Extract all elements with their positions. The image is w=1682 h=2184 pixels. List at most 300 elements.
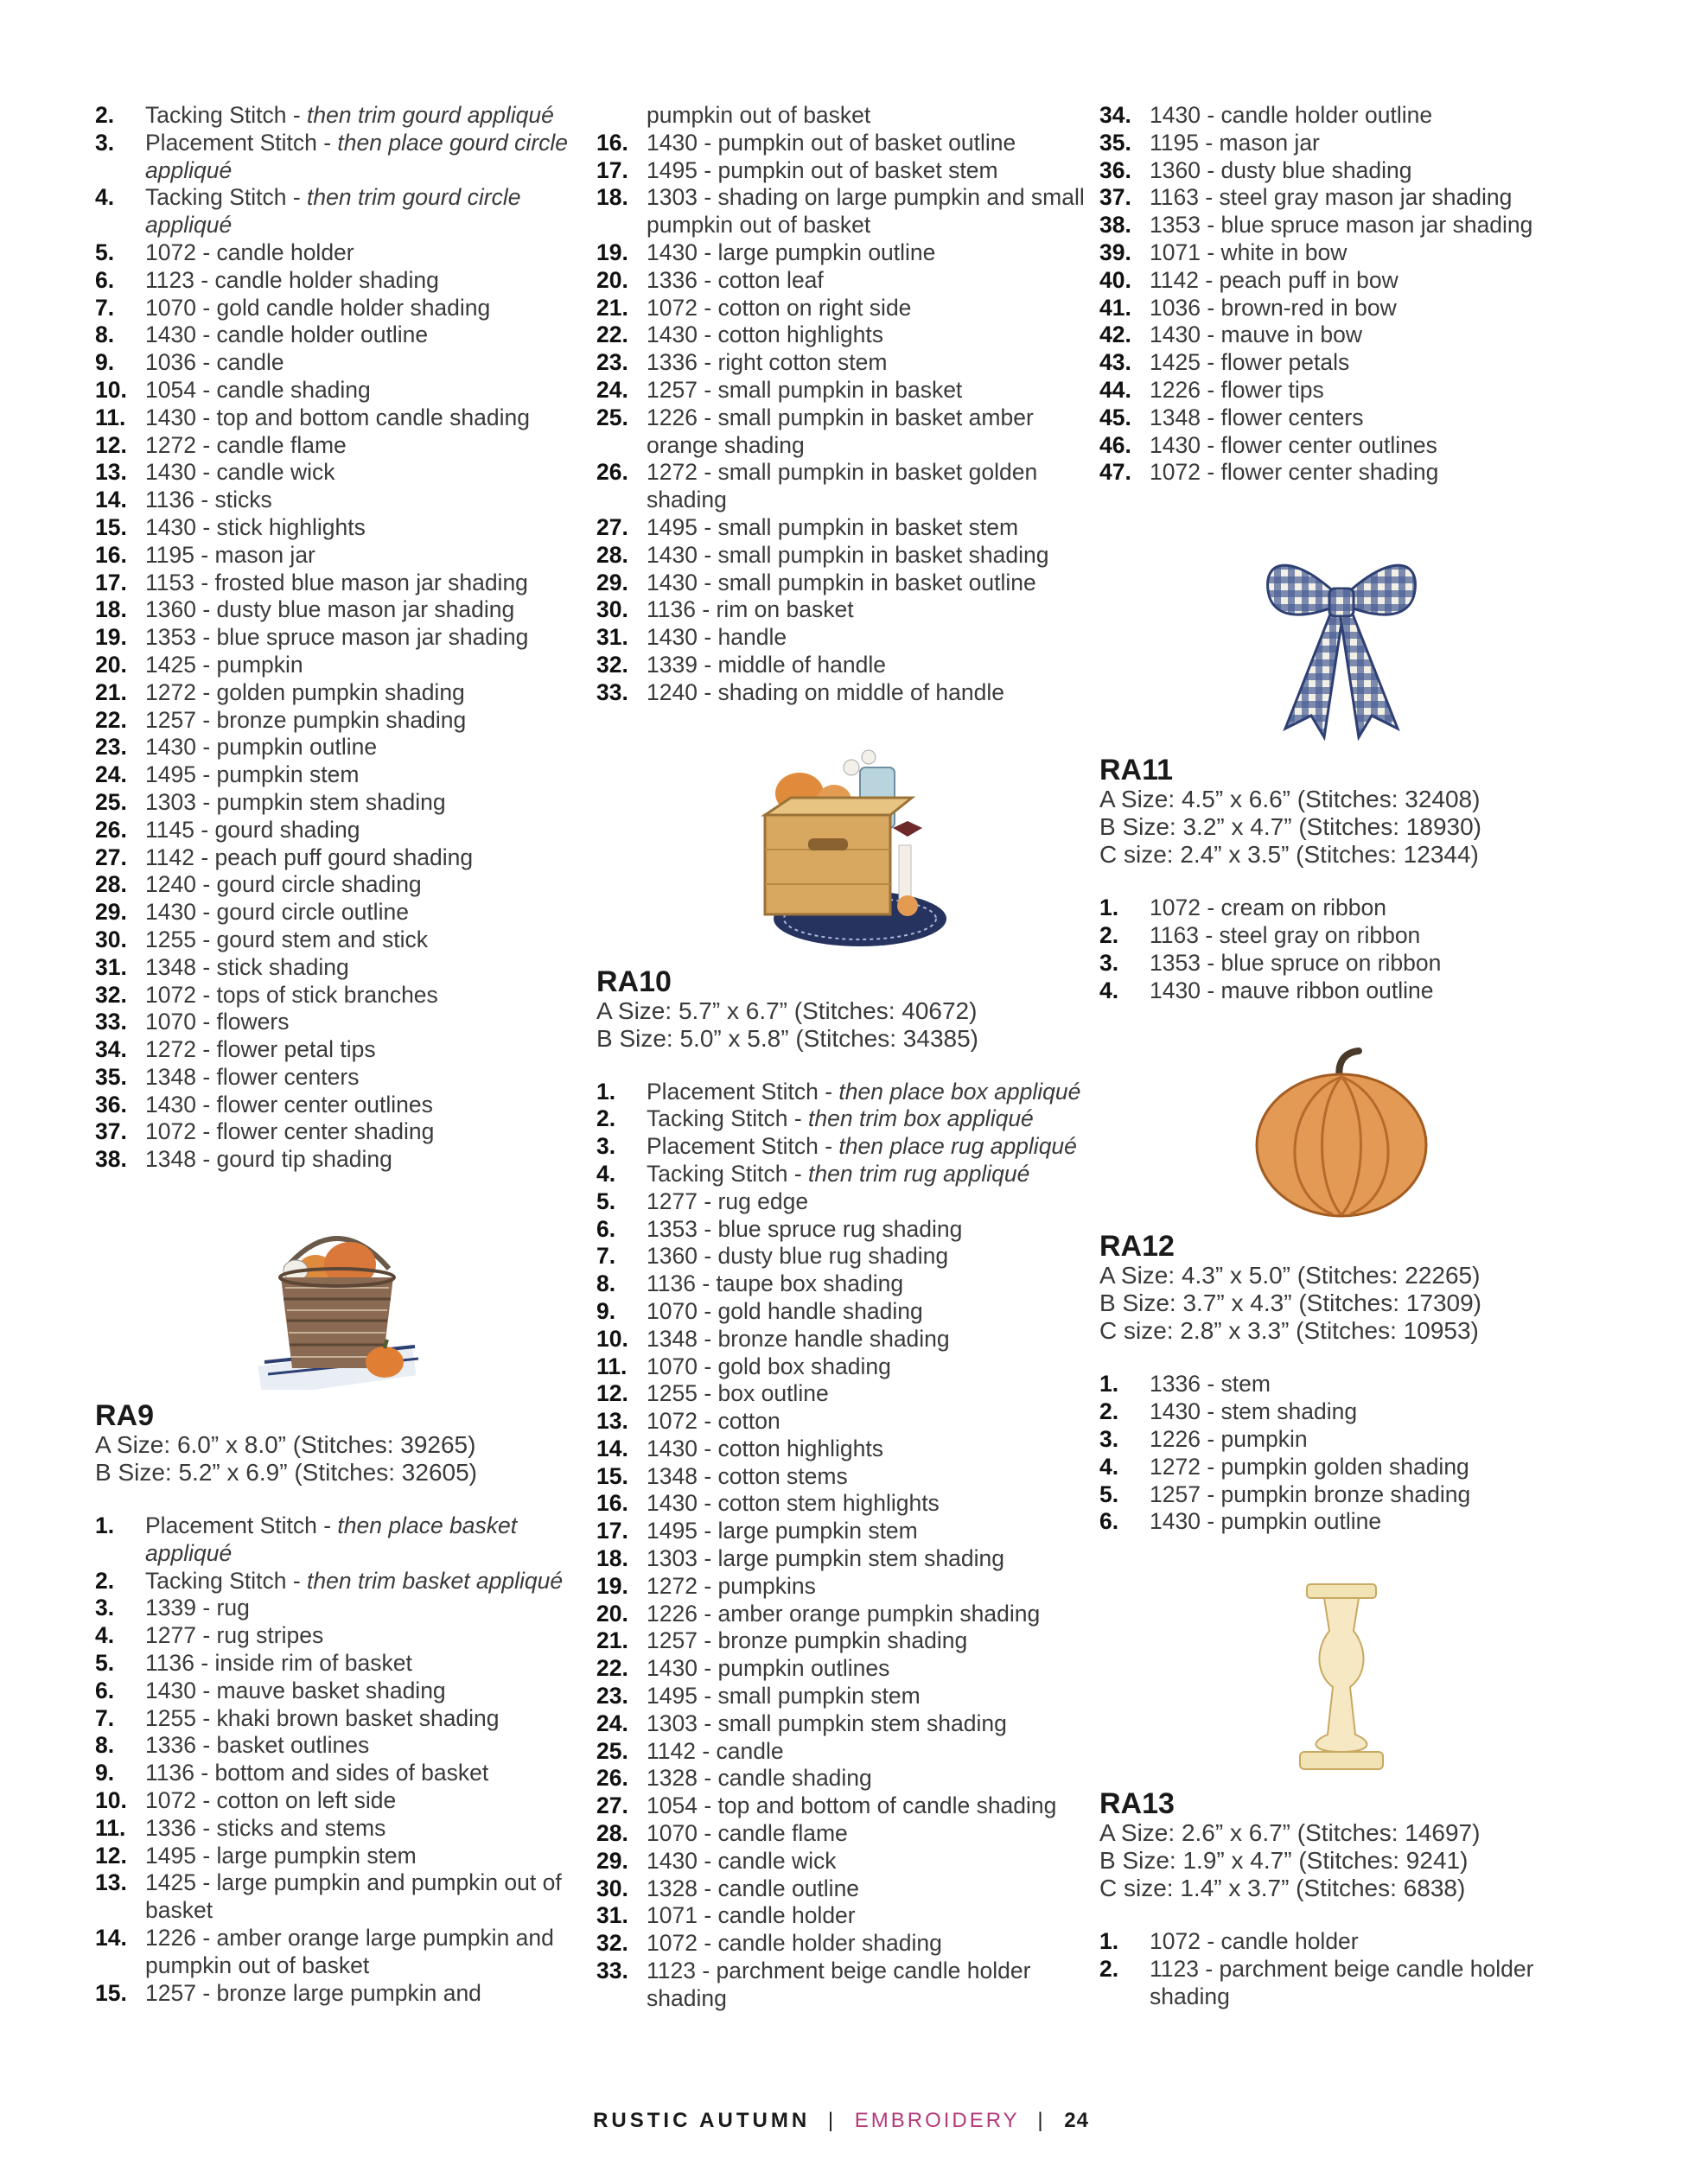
step-number: 29. (596, 569, 628, 595)
list-item (1099, 1454, 1583, 1481)
step-number: 15. (95, 1979, 127, 2006)
step-text: 1277 - rug stripes (145, 1622, 324, 1649)
step-number: 2. (95, 102, 115, 128)
step-text: 1339 - middle of handle (647, 651, 886, 678)
size-a: A Size: 5.7” x 6.7” (Stitches: 40672) (596, 996, 978, 1024)
step-text: Tacking Stitch - then trim box appliqué (647, 1105, 1034, 1132)
list-item (596, 1243, 1089, 1270)
step-text: 1072 - candle holder shading (647, 1930, 942, 1957)
step-text: 1072 - candle holder (145, 239, 354, 265)
list-item (95, 1869, 579, 1925)
step-text: 1255 - khaki brown basket shading (145, 1704, 500, 1731)
step-text: 1272 - flower petal tips (145, 1036, 376, 1063)
list-item (596, 130, 1089, 157)
step-text: 1336 - basket outlines (145, 1732, 370, 1759)
list-item (596, 1958, 1089, 2013)
step-text: 1360 - dusty blue shading (1150, 156, 1412, 183)
list-item (1099, 1956, 1583, 2011)
list-item (95, 1650, 579, 1678)
step-text: 1240 - gourd circle shading (145, 871, 422, 898)
step-number: 16. (95, 541, 127, 568)
design-title: RA12 (1099, 1230, 1175, 1264)
step-text: 1430 - pumpkin outlines (647, 1655, 890, 1682)
step-text: Placement Stitch - then place box appliqué (647, 1078, 1081, 1105)
step-number: 27. (95, 844, 127, 870)
list-item (1099, 977, 1583, 1005)
step-number: 31. (95, 953, 127, 980)
step-number: 28. (596, 541, 628, 568)
list-item (1099, 1508, 1583, 1536)
size-a: A Size: 6.0” x 8.0” (Stitches: 39265) (95, 1431, 476, 1459)
step-number: 23. (95, 734, 127, 761)
list-item (95, 707, 579, 735)
list-item (1099, 1371, 1583, 1398)
step-text: 1123 - parchment beige candle holder shading (1150, 1955, 1534, 2009)
step-number: 34. (1099, 102, 1131, 128)
step-number: 4. (1099, 977, 1119, 1003)
footer-separator: | (827, 2109, 838, 2132)
list-item (95, 899, 579, 926)
list-item (95, 1980, 579, 2008)
step-text: 1255 - box outline (647, 1380, 829, 1407)
size-list (1099, 1262, 1583, 1345)
step-text: 1303 - pumpkin stem shading (145, 788, 446, 815)
step-text: 1430 - flower center outlines (1150, 431, 1437, 458)
list-item (596, 1270, 1089, 1298)
step-text: 1272 - golden pumpkin shading (145, 678, 465, 705)
step-number: 29. (95, 899, 127, 926)
list-item (95, 1009, 579, 1036)
step-number: 37. (95, 1118, 127, 1145)
step-number: 16. (596, 129, 628, 156)
list-item (95, 1787, 579, 1815)
step-text: 1348 - gourd tip shading (145, 1146, 392, 1173)
step-instruction: then place box appliqué (838, 1078, 1081, 1105)
step-instruction: then place rug appliqué (838, 1133, 1077, 1160)
step-text: 1430 - large pumpkin outline (647, 239, 936, 265)
step-text: 1072 - cotton on left side (145, 1787, 397, 1814)
ra10-section (596, 966, 1089, 2013)
step-text: Tacking Stitch - then trim rug appliqué (647, 1160, 1030, 1187)
list-item (596, 267, 1089, 295)
step-number: 12. (95, 431, 127, 458)
step-text: 1272 - pumpkins (647, 1572, 816, 1599)
step-number: 36. (95, 1091, 127, 1117)
step-number: 9. (95, 1760, 115, 1786)
step-text: 1070 - candle flame (647, 1820, 848, 1847)
step-number: 3. (95, 1595, 115, 1621)
list-item (1099, 157, 1583, 185)
list-item (596, 1079, 1089, 1106)
step-number: 38. (1099, 212, 1131, 239)
step-text: 1430 - stick highlights (145, 513, 366, 540)
step-text: 1430 - mauve in bow (1150, 322, 1363, 348)
size-a: A Size: 4.5” x 6.6” (Stitches: 32408) (1099, 786, 1481, 813)
list-item (596, 1188, 1089, 1216)
step-text: 1353 - blue spruce mason jar shading (1150, 212, 1533, 239)
step-text: 1430 - mauve ribbon outline (1150, 977, 1434, 1003)
step-text: 1036 - brown-red in bow (1150, 294, 1397, 321)
step-text: 1303 - large pumpkin stem shading (647, 1545, 1004, 1572)
list-item (1099, 239, 1583, 267)
step-text: 1430 - cotton highlights (647, 1435, 884, 1461)
design-title: RA9 (95, 1399, 155, 1433)
list-item (596, 459, 1089, 514)
step-number: 24. (596, 376, 628, 403)
step-text: 1303 - small pumpkin stem shading (647, 1710, 1007, 1736)
list-item (95, 1146, 579, 1174)
step-text: 1257 - pumpkin bronze shading (1150, 1480, 1471, 1507)
step-text: 1071 - candle holder (647, 1902, 856, 1929)
list-item (95, 514, 579, 542)
ra9-section (95, 1400, 579, 2007)
list-item (95, 1595, 579, 1622)
step-number: 12. (95, 1842, 127, 1869)
step-number: 25. (596, 404, 628, 430)
step-text: 1163 - steel gray mason jar shading (1150, 184, 1513, 211)
list-item (1099, 1928, 1583, 1956)
list-item (596, 570, 1089, 597)
step-instruction: then trim gourd circle appliqué (145, 184, 521, 239)
step-text: Placement Stitch - then place basket appliqué (145, 1512, 518, 1566)
step-text: 1145 - gourd shading (145, 816, 360, 843)
step-number: 7. (95, 1704, 115, 1731)
list-item (596, 349, 1089, 377)
step-number: 30. (596, 596, 628, 623)
size-c: C size: 2.8” x 3.3” (Stitches: 10953) (1099, 1317, 1479, 1345)
step-number: 45. (1099, 404, 1131, 430)
list-item (95, 789, 579, 817)
step-text: 1336 - stem (1150, 1371, 1271, 1398)
list-item (596, 1848, 1089, 1875)
step-number: 25. (596, 1737, 628, 1764)
list-item (596, 1133, 1089, 1161)
step-number: 36. (1099, 156, 1131, 183)
step-text: 1430 - candle holder outline (145, 322, 429, 348)
list-item (596, 1573, 1089, 1601)
step-text: 1226 - small pumpkin in basket amber orange shading (647, 404, 1034, 458)
list-item (1099, 267, 1583, 295)
step-number: 35. (1099, 129, 1131, 156)
list-item (95, 404, 579, 432)
step-number: 3. (1099, 1425, 1119, 1452)
step-number: 4. (1099, 1453, 1119, 1480)
step-text: 1495 - small pumpkin in basket stem (647, 513, 1019, 540)
list-item (95, 844, 579, 872)
step-number: 38. (95, 1146, 127, 1173)
step-instruction: then trim rug appliqué (808, 1160, 1030, 1187)
list-item (1099, 322, 1583, 349)
step-number: 2. (1099, 921, 1119, 948)
step-number: 13. (596, 1408, 628, 1435)
list-item (596, 102, 1089, 130)
step-number: 25. (95, 788, 127, 815)
step-number: 11. (95, 404, 126, 430)
step-text: Tacking Stitch - then trim basket appliqué (145, 1567, 564, 1594)
step-number: 20. (95, 651, 127, 678)
size-list (1099, 1819, 1583, 1902)
step-number: 2. (596, 1105, 616, 1132)
step-number: 1. (596, 1078, 616, 1105)
list-item (95, 1843, 579, 1870)
list-item (95, 1760, 579, 1787)
step-number: 1. (1099, 895, 1119, 921)
step-text: 1195 - mason jar (145, 541, 315, 568)
step-text: 1226 - amber orange large pumpkin and pumpkin out of basket (145, 1925, 554, 1978)
step-number: 14. (95, 487, 127, 513)
step-number: 21. (596, 1627, 628, 1654)
step-number: 2. (95, 1567, 115, 1594)
step-text: 1425 - flower petals (1150, 349, 1350, 376)
list-item (1099, 1398, 1583, 1426)
step-number: 3. (596, 1133, 616, 1160)
step-number: 34. (95, 1036, 127, 1063)
step-number: 31. (596, 624, 628, 651)
step-number: 19. (596, 1572, 628, 1599)
size-a: A Size: 2.6” x 6.7” (Stitches: 14697) (1099, 1819, 1481, 1847)
step-text: 1272 - candle flame (145, 431, 347, 458)
candlestick-illustration (1290, 1579, 1393, 1778)
list-item (596, 1710, 1089, 1738)
step-number: 43. (1099, 349, 1131, 376)
step-text: 1495 - pumpkin stem (145, 761, 360, 788)
list-item (596, 1738, 1089, 1766)
step-number: 30. (95, 926, 127, 952)
step-number: 6. (95, 266, 115, 293)
step-text: 1142 - peach puff in bow (1150, 266, 1398, 293)
step-number: 4. (95, 1622, 115, 1649)
step-number: 24. (596, 1710, 628, 1736)
size-b: B Size: 5.0” x 5.8” (Stitches: 34385) (596, 1024, 978, 1052)
step-text: 1257 - bronze pumpkin shading (145, 706, 467, 733)
size-c: C size: 2.4” x 3.5” (Stitches: 12344) (1099, 841, 1479, 869)
step-number: 2. (1099, 1398, 1119, 1425)
step-text: 1353 - blue spruce rug shading (647, 1215, 963, 1242)
list-item (596, 1655, 1089, 1683)
step-number: 26. (95, 816, 127, 843)
list-item (596, 1463, 1089, 1491)
list-item (596, 596, 1089, 624)
step-number: 8. (95, 1732, 115, 1759)
ra9-steps (95, 1512, 579, 2007)
step-text: 1430 - pumpkin outline (1150, 1508, 1382, 1535)
step-text: 1336 - cotton leaf (647, 266, 824, 293)
step-text: pumpkin out of basket (647, 102, 871, 128)
step-number: 32. (596, 651, 628, 678)
step-text: 1142 - candle (647, 1737, 784, 1764)
size-list (95, 1431, 579, 1487)
step-text: 1123 - parchment beige candle holder shading (647, 1958, 1031, 2011)
step-number: 23. (596, 349, 628, 376)
step-text: 1257 - small pumpkin in basket (647, 376, 963, 403)
step-number: 37. (1099, 184, 1131, 211)
list-item (596, 1683, 1089, 1710)
step-text: 1071 - white in bow (1150, 239, 1348, 265)
step-number: 2. (1099, 1955, 1119, 1982)
step-instruction: then place gourd circle appliqué (145, 129, 569, 183)
step-text: 1272 - pumpkin golden shading (1150, 1453, 1469, 1480)
step-text: 1142 - peach puff gourd shading (145, 844, 474, 870)
size-c: C size: 1.4” x 3.7” (Stitches: 6838) (1099, 1875, 1466, 1902)
step-text: 1226 - amber orange pumpkin shading (647, 1600, 1041, 1627)
list-item (596, 295, 1089, 322)
step-text: 1328 - candle outline (647, 1875, 860, 1901)
step-text: 1430 - small pumpkin in basket shading (647, 541, 1049, 568)
step-text: 1072 - cotton on right side (647, 294, 912, 321)
step-text: 1348 - stick shading (145, 953, 349, 980)
step-text: 1348 - bronze handle shading (647, 1325, 950, 1352)
ra10-steps (596, 1079, 1089, 2013)
step-number: 8. (596, 1270, 616, 1297)
step-text: 1070 - gold candle holder shading (145, 294, 491, 321)
list-item (95, 1732, 579, 1760)
list-item (596, 1380, 1089, 1408)
list-item (95, 570, 579, 597)
list-item (596, 1627, 1089, 1655)
list-item (596, 1353, 1089, 1381)
list-item (1099, 1481, 1583, 1509)
list-item (95, 102, 579, 130)
step-number: 9. (95, 349, 115, 376)
step-text: 1360 - dusty blue rug shading (647, 1243, 949, 1270)
step-number: 4. (596, 1160, 616, 1187)
step-text: Tacking Stitch - then trim gourd circle appliqué (145, 184, 521, 239)
step-number: 5. (1099, 1480, 1119, 1507)
step-number: 15. (95, 513, 127, 540)
step-number: 22. (95, 706, 127, 733)
step-text: 1336 - sticks and stems (145, 1814, 386, 1841)
step-number: 20. (596, 1600, 628, 1627)
list-item (596, 157, 1089, 185)
step-text: 1240 - shading on middle of handle (647, 678, 1004, 705)
step-text: 1430 - candle holder outline (1150, 102, 1433, 128)
step-number: 14. (95, 1925, 127, 1952)
size-b: B Size: 1.9” x 4.7” (Stitches: 9241) (1099, 1847, 1469, 1875)
step-number: 17. (596, 1518, 628, 1544)
list-item (596, 1518, 1089, 1545)
step-number: 5. (95, 1650, 115, 1677)
ra8-steps-continued (95, 102, 579, 1174)
list-item (596, 1326, 1089, 1353)
step-number: 42. (1099, 322, 1131, 348)
list-item (596, 679, 1089, 707)
step-text: 1348 - flower centers (145, 1063, 360, 1090)
step-text: Placement Stitch - then place rug appliqué (647, 1133, 1077, 1160)
step-text: 1348 - cotton stems (647, 1462, 848, 1489)
step-text: Placement Stitch - then place gourd circle appliqué (145, 129, 569, 183)
step-number: 26. (596, 459, 628, 486)
list-item (95, 1118, 579, 1146)
list-item (596, 542, 1089, 570)
step-number: 17. (95, 569, 127, 595)
list-item (596, 1408, 1089, 1436)
step-number: 33. (95, 1009, 127, 1035)
ra13-steps (1099, 1928, 1583, 2010)
list-item (95, 871, 579, 899)
step-text: 1425 - pumpkin (145, 651, 303, 678)
step-number: 35. (95, 1063, 127, 1090)
step-number: 13. (95, 459, 127, 486)
step-text: 1257 - bronze large pumpkin and (145, 1979, 481, 2006)
size-b: B Size: 3.2” x 4.7” (Stitches: 18930) (1099, 813, 1481, 841)
list-item (1099, 1426, 1583, 1454)
step-number: 1. (95, 1512, 115, 1539)
list-item (1099, 184, 1583, 212)
step-number: 15. (596, 1462, 628, 1489)
step-number: 19. (596, 239, 628, 265)
size-a: A Size: 4.3” x 5.0” (Stitches: 22265) (1099, 1262, 1481, 1289)
list-item (95, 322, 579, 349)
step-text: 1348 - flower centers (1150, 404, 1364, 430)
step-number: 18. (596, 184, 628, 211)
crate-with-pumpkins-illustration (730, 742, 955, 958)
list-item (95, 1815, 579, 1843)
step-number: 5. (596, 1188, 616, 1214)
step-number: 23. (596, 1683, 628, 1710)
list-item (596, 514, 1089, 542)
list-item (95, 295, 579, 322)
step-number: 30. (596, 1875, 628, 1901)
step-number: 16. (596, 1490, 628, 1517)
step-number: 6. (1099, 1508, 1119, 1535)
step-number: 3. (95, 129, 115, 156)
step-number: 3. (1099, 949, 1119, 976)
step-number: 9. (596, 1297, 616, 1324)
step-text: 1328 - candle shading (647, 1765, 872, 1792)
step-number: 1. (1099, 1371, 1119, 1398)
list-item (1099, 295, 1583, 322)
list-item (1099, 377, 1583, 404)
list-item (596, 1930, 1089, 1958)
step-text: 1072 - candle holder (1150, 1928, 1359, 1955)
size-list (1099, 786, 1583, 869)
list-item (95, 459, 579, 487)
step-text: 1353 - blue spruce mason jar shading (145, 624, 529, 651)
list-item (95, 184, 579, 239)
step-text: 1257 - bronze pumpkin shading (647, 1627, 968, 1654)
step-number: 41. (1099, 294, 1131, 321)
page-number: 24 (1064, 2109, 1089, 2132)
step-number: 28. (596, 1820, 628, 1847)
ra12-steps (1099, 1371, 1583, 1536)
plaid-bow-illustration (1246, 521, 1437, 746)
step-text: 1339 - rug (145, 1595, 250, 1621)
pumpkin-illustration (1246, 1046, 1437, 1219)
step-text: 1430 - flower center outlines (145, 1091, 433, 1117)
step-number: 17. (596, 156, 628, 183)
step-text: 1430 - cotton stem highlights (647, 1490, 940, 1517)
list-item (95, 239, 579, 267)
step-number: 7. (95, 294, 115, 321)
step-number: 18. (596, 1545, 628, 1572)
step-text: 1425 - large pumpkin and pumpkin out of basket (145, 1869, 562, 1924)
list-item (596, 1902, 1089, 1930)
step-text: 1136 - sticks (145, 487, 272, 513)
ra13-section (1099, 1788, 1583, 2010)
step-number: 20. (596, 266, 628, 293)
step-number: 32. (95, 981, 127, 1008)
step-number: 27. (596, 513, 628, 540)
step-text: 1136 - inside rim of basket (145, 1650, 412, 1677)
list-item (95, 1925, 579, 1980)
footer-brand: RUSTIC AUTUMN (593, 2109, 811, 2132)
step-text: 1430 - handle (647, 624, 787, 651)
step-number: 4. (95, 184, 115, 211)
step-text: 1136 - taupe box shading (647, 1270, 904, 1297)
step-instruction: then trim gourd appliqué (307, 102, 554, 128)
list-item (1099, 432, 1583, 460)
list-item (95, 432, 579, 460)
